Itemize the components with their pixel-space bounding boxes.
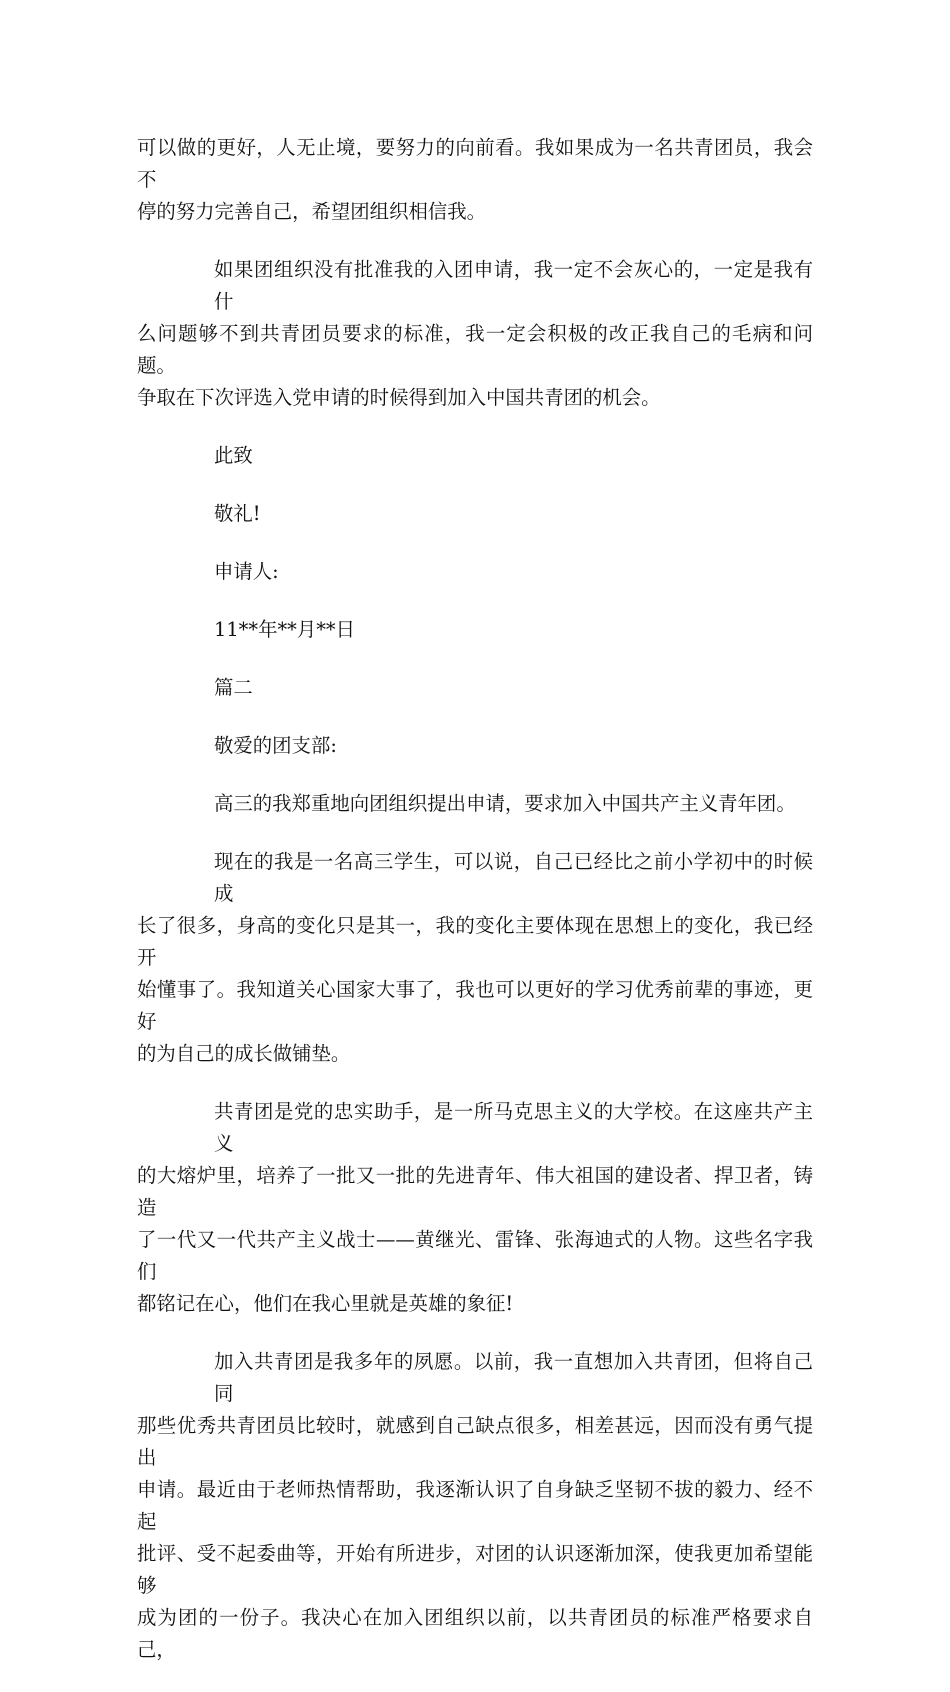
text-line: 长了很多，身高的变化只是其一，我的变化主要体现在思想上的变化，我已经开 <box>137 914 813 969</box>
text-line: 现在的我是一名高三学生，可以说，自己已经比之前小学初中的时候成 <box>214 850 813 905</box>
paragraph-continuation <box>137 132 813 228</box>
text-line: 共青团是党的忠实助手，是一所马克思主义的大学校。在这座共产主义 <box>214 1100 813 1155</box>
text-line: 申请。最近由于老师热情帮助，我逐渐认识了自身缺乏坚韧不拔的毅力、经不起 <box>137 1478 813 1533</box>
text-line: 都铭记在心，他们在我心里就是英雄的象征! <box>137 1292 514 1315</box>
text-line: 那些优秀共青团员比较时，就感到自己缺点很多，相差甚远，因而没有勇气提出 <box>137 1414 813 1469</box>
text-line: 争取在下次评选入党申请的时候得到加入中国共青团的机会。 <box>137 386 661 409</box>
text-line: 停的努力完善自己，希望团组织相信我。 <box>137 200 487 223</box>
greeting-line: 敬爱的团支部: <box>214 734 337 757</box>
paragraph-league <box>137 1096 813 1320</box>
text-line: 么问题够不到共青团员要求的标准，我一定会积极的改正我自己的毛病和问题。 <box>137 322 813 377</box>
salute-phrase: 敬礼! <box>214 502 261 525</box>
section-heading: 篇二 <box>214 676 253 699</box>
text-line: 批评、受不起委曲等，开始有所进步，对团的认识逐渐加深，使我更加希望能够 <box>137 1542 813 1597</box>
text-line: 高三的我郑重地向团组织提出申请，要求加入中国共产主义青年团。 <box>214 792 796 815</box>
text-line: 始懂事了。我知道关心国家大事了，我也可以更好的学习优秀前辈的事迹，更好 <box>137 978 813 1033</box>
text-line: 如果团组织没有批准我的入团申请，我一定不会灰心的，一定是我有什 <box>214 258 813 313</box>
paragraph-rejection <box>137 254 813 414</box>
applicant-label: 申请人: <box>214 560 279 583</box>
text-line: 成为团的一份子。我决心在加入团组织以前，以共青团员的标准严格要求自己， <box>137 1606 813 1661</box>
paragraph-growth <box>137 846 813 1070</box>
text-line: 加入共青团是我多年的夙愿。以前，我一直想加入共青团，但将自己同 <box>214 1350 813 1405</box>
date-line: 11**年**月**日 <box>214 618 356 641</box>
document-body <box>137 132 813 1692</box>
paragraph-request <box>137 788 813 820</box>
text-line: 的大熔炉里，培养了一批又一批的先进青年、伟大祖国的建设者、捍卫者，铸造 <box>137 1164 813 1219</box>
closing-phrase: 此致 <box>214 444 253 467</box>
text-line: 的为自己的成长做铺垫。 <box>137 1042 351 1065</box>
text-line: 了一代又一代共产主义战士——黄继光、雷锋、张海迪式的人物。这些名字我们 <box>137 1228 813 1283</box>
paragraph-wish <box>137 1346 813 1666</box>
text-line: 可以做的更好，人无止境，要努力的向前看。我如果成为一名共青团员，我会不 <box>137 136 813 191</box>
